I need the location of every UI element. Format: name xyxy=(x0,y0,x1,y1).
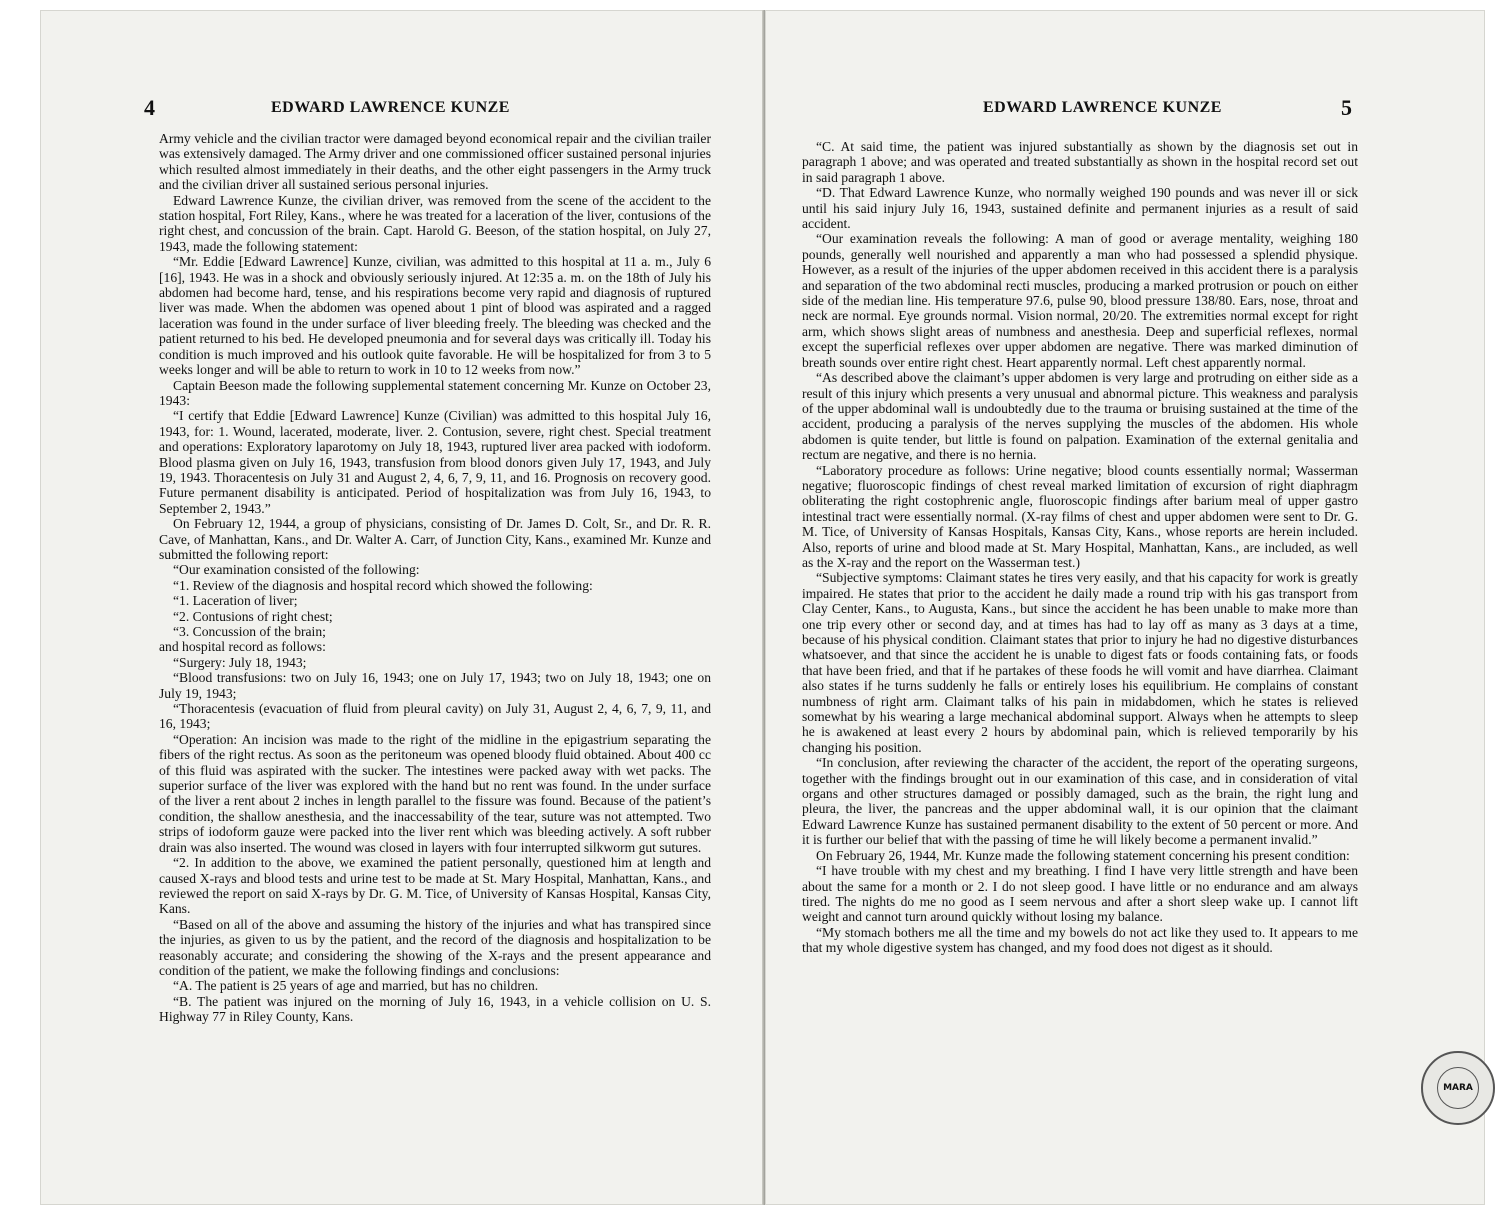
paragraph: On February 26, 1944, Mr. Kunze made the following statement concerning his present condition: xyxy=(816,847,1350,863)
paragraph: “I have trouble with my chest and my breathing. I find I have very little strength and have been about the same for a month or 2. I do not sleep good. I have little or no endurance and am always tired. The nights do me no good as I seem nervous and after a short sleep wake up. I cannot lift weight and cannot turn around quickly without losing my balance. xyxy=(802,863,1358,925)
left-text-column xyxy=(159,131,711,1025)
paragraph: On February 12, 1944, a group of physicians, consisting of Dr. James D. Colt, Sr., and Dr. R. R. Cave, of Manhattan, Kans., and Dr. Walter A. Carr, of Junction City, Kans., examined Mr. Kunze and submitted the following report: xyxy=(159,516,711,562)
paragraph: “Surgery: July 18, 1943; xyxy=(173,654,307,670)
running-title: EDWARD LAWRENCE KUNZE xyxy=(271,99,510,116)
paragraph: “Laboratory procedure as follows: Urine negative; blood counts essentially normal; Wasserman negative; fluoroscopic findings of chest reveal marked limitation of excursion of right diaphragm obliterating the right costophrenic angle, fluoroscopic findings after barium meal of upper gastro intestinal tract were essentially normal. (X-ray films of chest and upper abdomen were sent to Dr. G. M. Tice, of University of Kansas Hospitals, Kansas City, Kans., whose reports are herein included. Also, reports of urine and blood made at St. Mary Hospital, Manhattan, Kans., are included, as well as the X-ray and the report on the Wasserman test.) xyxy=(802,462,1358,570)
paragraph: “2. Contusions of right chest; xyxy=(173,608,333,624)
paragraph: “D. That Edward Lawrence Kunze, who normally weighed 190 pounds and was never ill or sick until his said injury July 16, 1943, sustained definite and permanent injuries as a result of said accident. xyxy=(802,185,1358,232)
page-number: 5 xyxy=(1341,95,1353,120)
paragraph: “Based on all of the above and assuming the history of the injuries and what has transpired since the injuries, as given to us by the patient, and the record of the diagnosis and hospitalization to be reasonably accurate; and considering the showing of the X-rays and the present appearance and condition of the patient, we make the following findings and conclusions: xyxy=(159,916,711,978)
paragraph: “B. The patient was injured on the morning of July 16, 1943, in a vehicle collision on U. S. Highway 77 in Riley County, Kans. xyxy=(159,993,711,1025)
paragraph: “3. Concussion of the brain; xyxy=(173,624,326,639)
paragraph: “My stomach bothers me all the time and my bowels do not act like they used to. It appears to me that my whole digestive system has changed, and my food does not digest as it should. xyxy=(802,924,1358,956)
paragraph: and hospital record as follows: xyxy=(159,639,326,655)
running-title: EDWARD LAWRENCE KUNZE xyxy=(983,99,1222,116)
page-number: 4 xyxy=(144,95,156,120)
paragraph: “Subjective symptoms: Claimant states he tires very easily, and that his capacity for work is greatly impaired. He states that prior to the accident he daily made a round trip with his gas transport from Clay Center, Kans., to Augusta, Kans., but since the accident he has been unable to make more than one trip every other or second day, and at times has had to lay off as many as 3 days at a time, because of his physical condition. Claimant states that prior to injury he had no digestive disturbances whatsoever, and that since the accident he is unable to digest fats or foods containing fats, or foods that have been fried, and that if he partakes of these foods he will vomit and have diarrhea. Claimant also states if he turns suddenly he falls or entirely loses his equilibrium. He complains of constant numbness of right arm. Claimant talks of his pain in midabdomen, which he states is relieved somewhat by his wearing a large mechanical abdominal support. Always when he attempts to sleep he is awakened at least every 2 hours by abdominal pain, which is relieved temporarily by his changing his position. xyxy=(802,570,1358,755)
paragraph: “1. Review of the diagnosis and hospital record which showed the following: xyxy=(173,577,593,593)
document-spread xyxy=(40,10,1480,1210)
paragraph: “2. In addition to the above, we examined the patient personally, questioned him at length and caused X-rays and blood tests and urine test to be made at St. Mary Hospital, Manhattan, Kans., and reviewed the report on said X-rays by Dr. G. M. Tice, of University of Kansas Hospital, Kansas City, Kans. xyxy=(159,855,711,917)
paragraph: “C. At said time, the patient was injured substantially as shown by the diagnosis set out in paragraph 1 above; and was operated and treated substantially as shown in the hospital record set out in said paragraph 1 above. xyxy=(802,139,1358,185)
paragraph: Army vehicle and the civilian tractor were damaged beyond economical repair and the civilian trailer was extensively damaged. The Army driver and one commissioned officer sustained personal injuries which resulted almost immediately in their deaths, and the other eight passengers in the Army truck and the civilian driver all sustained serious personal injuries. xyxy=(159,131,711,193)
left-page xyxy=(40,10,765,1205)
stamp-label: MARA xyxy=(1437,1067,1479,1109)
right-text-column xyxy=(802,139,1358,956)
paragraph: “A. The patient is 25 years of age and married, but has no children. xyxy=(173,978,539,994)
paragraph: “Operation: An incision was made to the right of the midline in the epigastrium separating the fibers of the right rectus. As soon as the peritoneum was opened bloody fluid obtained. About 400 cc of this fluid was aspirated with the sucker. The intestines were packed away with wet packs. The superior surface of the liver was explored with the hand but no rent was found. In the under surface of the liver a rent about 2 inches in length parallel to the fissure was found. Because of the patient’s condition, the shallow anesthesia, and the inaccessability of the tear, suture was not attempted. Two strips of iodoform gauze were packed into the liver rent which was bleeding actively. A soft rubber drain was also inserted. The wound was closed in layers with four interrupted silkworm gut sutures. xyxy=(159,731,711,855)
paragraph: “Our examination consisted of the following: xyxy=(173,562,420,578)
paragraph: Captain Beeson made the following supplemental statement concerning Mr. Kunze on October 23, 1943: xyxy=(159,377,711,408)
archive-stamp xyxy=(1421,1051,1495,1125)
paragraph: “As described above the claimant’s upper abdomen is very large and protruding on either side as a result of this injury which presents a very unusual and abnormal picture. This weakness and paralysis of the upper abdominal wall is undoubtedly due to the trauma or bruising sustained at the time of the accident, producing a paralysis of the nerves supplying the muscles of the abdomen. His whole abdomen is quite tender, but little is found on palpation. Examination of the external genitalia and rectum are negative, and there is no hernia. xyxy=(802,370,1358,463)
paragraph: “I certify that Eddie [Edward Lawrence] Kunze (Civilian) was admitted to this hospital July 16, 1943, for: 1. Wound, lacerated, moderate, liver. 2. Contusion, severe, right chest. Special treatment and operations: Exploratory laparotomy on July 18, 1943, ruptured liver area packed with iodoform. Blood plasma given on July 16, 1943, transfusion from blood donors given July 17, 1943, and July 19, 1943. Thoracentesis on July 31 and August 2, 4, 6, 7, 9, 11, and 16. Prognosis on recovery good. Future permanent disability is anticipated. Period of hospitalization was from July 16, 1943, to September 2, 1943.” xyxy=(159,408,711,516)
paragraph: “1. Laceration of liver; xyxy=(173,593,298,609)
paragraph: “Our examination reveals the following: A man of good or average mentality, weighing 180 pounds, generally well nourished and apparently a man who had possessed a splendid physique. However, as a result of the injuries of the upper abdomen received in this accident there is a paralysis and separation of the two abdominal recti muscles, producing a marked protrusion or pouch on either side of the median line. His temperature 97.6, pulse 90, blood pressure 138/80. Ears, nose, throat and neck are normal. Eye grounds normal. Vision normal, 20/20. The extremities normal except for right arm, which shows slight areas of numbness and anesthesia. Deep and superficial reflexes, normal except the superficial reflexes over upper abdomen are negative. There was marked diminution of breath sounds over entire right chest. Heart apparently normal. Left chest apparently normal. xyxy=(802,231,1358,370)
paragraph: “Blood transfusions: two on July 16, 1943; one on July 17, 1943; two on July 18, 1943; one on July 19, 1943; xyxy=(159,670,711,701)
right-page xyxy=(765,10,1485,1205)
paragraph: “Thoracentesis (evacuation of fluid from pleural cavity) on July 31, August 2, 4, 6, 7, 9, 11, and 16, 1943; xyxy=(159,701,711,732)
paragraph: “Mr. Eddie [Edward Lawrence] Kunze, civilian, was admitted to this hospital at 11 a. m., July 6 [16], 1943. He was in a shock and obviously seriously injured. At 12:35 a. m. on the 18th of July his abdomen had become hard, tense, and his respirations become very rapid and diagnosis of ruptured liver was made. When the abdomen was opened about 1 pint of blood was aspirated and a ragged laceration was found in the under surface of liver bleeding freely. The bleeding was checked and the patient returned to his bed. He developed pneumonia and for several days was critically ill. Today his condition is much improved and his outlook quite favorable. He will be hospitalized for from 3 to 5 weeks longer and will be able to return to work in 10 to 12 weeks from now.” xyxy=(159,254,711,378)
paragraph: Edward Lawrence Kunze, the civilian driver, was removed from the scene of the accident to the station hospital, Fort Riley, Kans., where he was treated for a laceration of the liver, contusions of the right chest, and concussion of the brain. Capt. Harold G. Beeson, of the station hospital, on July 27, 1943, made the following statement: xyxy=(159,192,711,254)
paragraph: “In conclusion, after reviewing the character of the accident, the report of the operating surgeons, together with the findings brought out in our examination of this case, and in consideration of vital organs and other structures damaged or possibly damaged, such as the brain, the right lung and pleura, the liver, the pancreas and the upper abdominal wall, it is our opinion that the claimant Edward Lawrence Kunze has sustained permanent disability to the extent of 50 percent or more. And it is further our belief that with the passing of time he will likely become a permanent invalid.” xyxy=(802,755,1358,848)
